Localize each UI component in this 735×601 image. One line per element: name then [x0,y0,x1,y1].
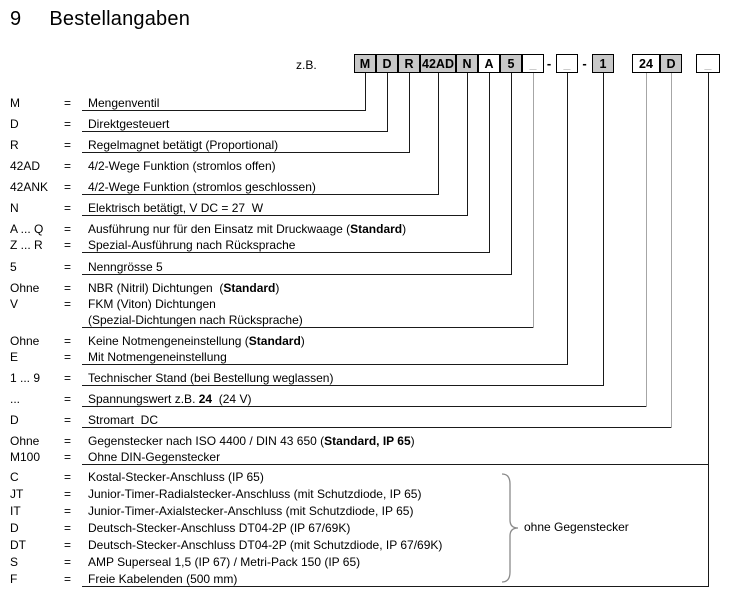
connector-line-horizontal [82,327,534,328]
order-row-description: Stromart DC [88,413,159,427]
code-box-a: A [478,54,500,73]
code-box-blank-12: _ [696,54,720,73]
equals-sign: = [64,521,72,535]
equals-sign: = [64,487,72,501]
equals-sign: = [64,538,72,552]
order-row-code: E [10,350,19,364]
order-row-code: M [10,96,20,110]
equals-sign: = [64,96,72,110]
equals-sign: = [64,297,72,311]
code-box-blank-7: _ [522,54,544,73]
order-row-description: Nenngrösse 5 [88,260,163,274]
order-row-code: S [10,555,19,569]
connector-line-horizontal [82,385,604,386]
code-box-1: 1 [592,54,614,73]
example-label: z.B. [296,58,317,72]
connector-line-vertical [533,73,534,328]
order-row-code: IT [10,504,21,518]
code-box-blank-8: _ [556,54,578,73]
order-row-code: Ohne [10,334,40,348]
equals-sign: = [64,450,72,464]
connector-line-horizontal [82,110,366,111]
connector-line-horizontal [82,252,490,253]
connector-line-horizontal [82,364,568,365]
order-row-code: Ohne [10,281,40,295]
equals-sign: = [64,413,72,427]
equals-sign: = [64,371,72,385]
equals-sign: = [64,572,72,586]
section-heading [10,8,190,31]
order-row-code: Ohne [10,434,40,448]
connector-line-vertical [467,73,468,216]
code-separator: - [582,56,587,71]
equals-sign: = [64,138,72,152]
order-row-code: C [10,470,19,484]
equals-sign: = [64,117,72,131]
connector-line-vertical [409,73,410,153]
order-row-description: Keine Notmengeneinstellung (Standard) [88,334,305,348]
order-row-code: ... [10,392,21,406]
code-box-m: M [354,54,376,73]
order-row-code: 42ANK [10,180,49,194]
connector-line-vertical [438,73,439,195]
connector-line-horizontal [82,586,709,587]
brace-label: ohne Gegenstecker [524,520,629,534]
order-row-description: Deutsch-Stecker-Anschluss DT04-2P (IP 67/69K) [88,521,351,535]
equals-sign: = [64,201,72,215]
connector-line-vertical [567,73,568,365]
equals-sign: = [64,434,72,448]
connector-line-vertical [671,73,672,428]
code-box-n: N [456,54,478,73]
connector-line-horizontal [82,274,512,275]
order-row-description: Regelmagnet betätigt (Proportional) [88,138,279,152]
equals-sign: = [64,470,72,484]
order-row-description: Kostal-Stecker-Anschluss (IP 65) [88,470,264,484]
connector-line-horizontal [82,427,672,428]
equals-sign: = [64,334,72,348]
order-row-code: V [10,297,19,311]
code-box-5: 5 [500,54,522,73]
order-row-code: M100 [10,450,41,464]
order-row-code: 1 ... 9 [10,371,41,385]
order-row-code: D [10,413,19,427]
order-row-description: Direktgesteuert [88,117,170,131]
code-box-d: D [376,54,398,73]
connector-line-horizontal [82,131,388,132]
connector-line-horizontal [82,464,709,465]
connector-line-horizontal [82,152,410,153]
order-row-description: Mit Notmengeneinstellung [88,350,227,364]
order-row-description: Junior-Timer-Axialstecker-Anschluss (mit Schutzdiode, IP 65) [88,504,414,518]
order-row-description: FKM (Viton) Dichtungen [88,297,216,311]
order-row-code: 42AD [10,159,41,173]
order-row-code: R [10,138,19,152]
order-row-description: Gegenstecker nach ISO 4400 / DIN 43 650 (Standard, IP 65) [88,434,415,448]
section-number: 9 [10,8,22,30]
order-row-description: Spannungswert z.B. 24 (24 V) [88,392,252,406]
equals-sign: = [64,350,72,364]
section-title: Bestellangaben [49,8,191,30]
order-row-code: D [10,117,19,131]
equals-sign: = [64,159,72,173]
connector-line-vertical [708,73,709,587]
order-row-code: F [10,572,18,586]
connector-line-vertical [387,73,388,132]
equals-sign: = [64,180,72,194]
equals-sign: = [64,222,72,236]
code-box-42ad: 42AD [420,54,456,73]
order-row-description: NBR (Nitril) Dichtungen (Standard) [88,281,280,295]
order-row-description: Ausführung nur für den Einsatz mit Druckwaage (Standard) [88,222,407,236]
order-row-description: (Spezial-Dichtungen nach Rücksprache) [88,313,303,327]
order-row-description: Technischer Stand (bei Bestellung weglassen) [88,371,334,385]
connector-line-vertical [511,73,512,275]
order-row-description: Deutsch-Stecker-Anschluss DT04-2P (mit Schutzdiode, IP 67/69K) [88,538,443,552]
order-row-description: Freie Kabelenden (500 mm) [88,572,238,586]
order-row-code: Z ... R [10,238,43,252]
order-row-code: DT [10,538,26,552]
connector-line-horizontal [82,406,647,407]
code-separator: - [546,56,552,71]
order-row-description: Elektrisch betätigt, V DC = 27 W [88,201,264,215]
equals-sign: = [64,504,72,518]
order-row-description: Mengenventil [88,96,160,110]
equals-sign: = [64,260,72,274]
connector-line-vertical [489,73,490,253]
connector-line-vertical [646,73,647,407]
order-row-code: 5 [10,260,17,274]
connector-line-vertical [603,73,604,386]
connector-line-horizontal [82,194,439,195]
order-row-description: Spezial-Ausführung nach Rücksprache [88,238,296,252]
connector-line-vertical [365,73,366,111]
group-brace-icon [500,472,520,584]
equals-sign: = [64,238,72,252]
order-row-description: Junior-Timer-Radialstecker-Anschluss (mit Schutzdiode, IP 65) [88,487,422,501]
order-row-description: Ohne DIN-Gegenstecker [88,450,221,464]
code-box-24: 24 [632,54,660,73]
code-box-r: R [398,54,420,73]
order-row-code: JT [10,487,24,501]
order-row-code: D [10,521,19,535]
order-row-description: 4/2-Wege Funktion (stromlos geschlossen) [88,180,316,194]
order-row-code: N [10,201,19,215]
order-row-code: A ... Q [10,222,44,236]
equals-sign: = [64,555,72,569]
equals-sign: = [64,392,72,406]
equals-sign: = [64,281,72,295]
connector-line-horizontal [82,215,468,216]
order-row-description: 4/2-Wege Funktion (stromlos offen) [88,159,276,173]
order-row-description: AMP Superseal 1,5 (IP 67) / Metri-Pack 150 (IP 65) [88,555,361,569]
code-box-d: D [660,54,682,73]
